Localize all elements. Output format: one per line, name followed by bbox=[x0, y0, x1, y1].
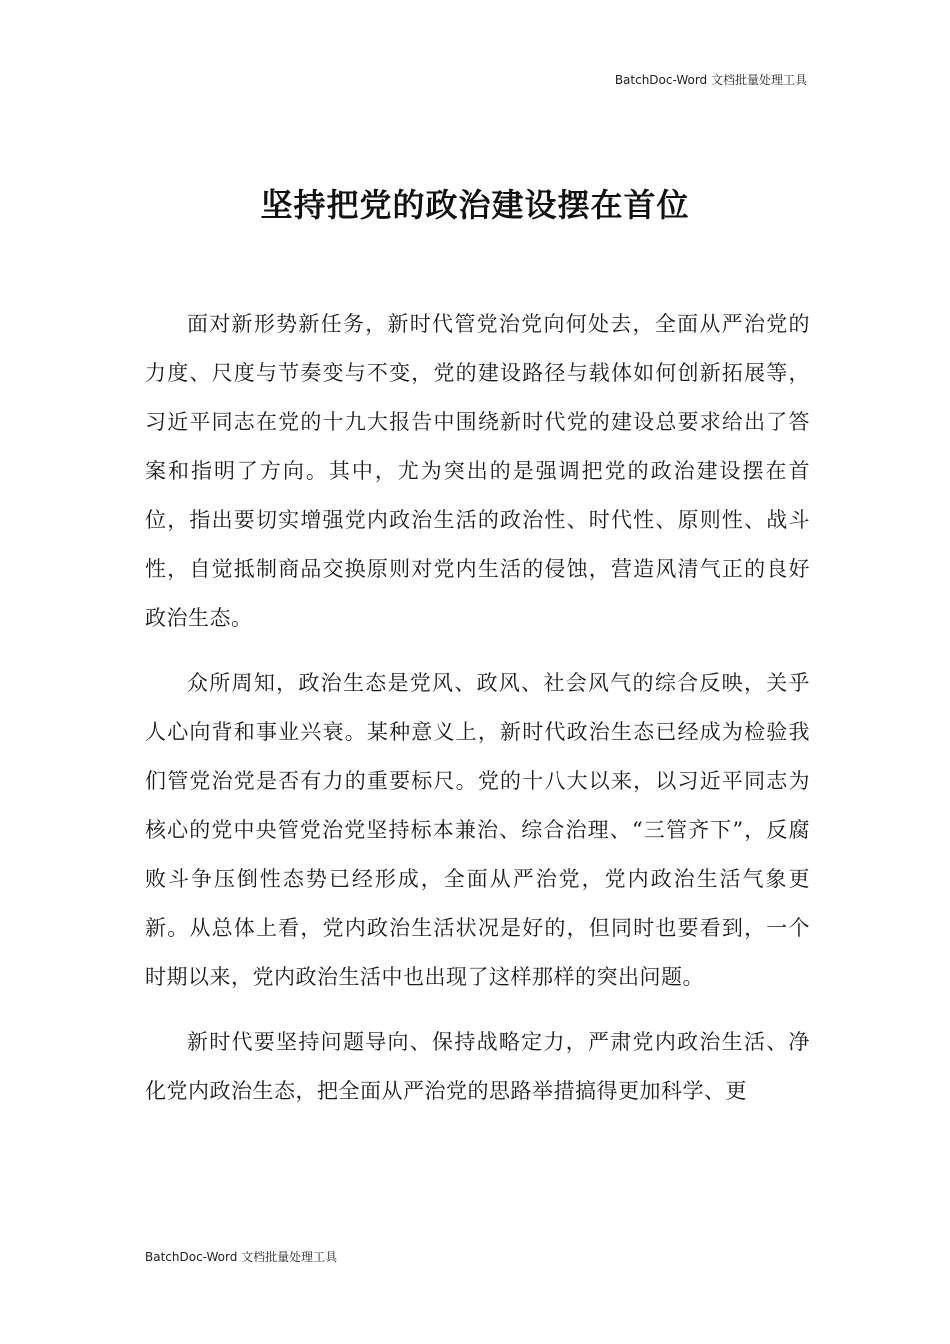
page-header: BatchDoc-Word 文档批量处理工具 bbox=[614, 73, 807, 87]
paragraph-3: 新时代要坚持问题导向、保持战略定力，严肃党内政治生活、净化党内政治生态，把全面从严治党的思路举措搞得更加科学、更 bbox=[145, 1030, 810, 1103]
document-title: 坚持把党的政治建设摆在首位 bbox=[260, 186, 690, 224]
paragraph-2: 众所周知，政治生态是党风、政风、社会风气的综合反映，关乎人心向背和事业兴衰。某种意义上，新时代政治生态已经成为检验我们管党治党是否有力的重要标尺。党的十八大以来，以习近平同志为核心的党中央管党治党坚持标本兼治、综合治理、“三管齐下”，反腐败斗争压倒性态势已经形成，全面从严治党，党内政治生活气象更新。从总体上看，党内政治生活状况是好的，但同时也要看到，一个时期以来，党内政治生活中也出现了这样那样的突出问题。 bbox=[145, 671, 810, 989]
paragraph-1: 面对新形势新任务，新时代管党治党向何处去，全面从严治党的力度、尺度与节奏变与不变，党的建设路径与载体如何创新拓展等，习近平同志在党的十九大报告中围绕新时代党的建设总要求给出了答案和指明了方向。其中，尤为突出的是强调把党的政治建设摆在首位，指出要切实增强党内政治生活的政治性、时代性、原则性、战斗性，自觉抵制商品交换原则对党内生活的侵蚀，营造风清气正的良好政治生态。 bbox=[145, 312, 810, 630]
document-body bbox=[145, 300, 810, 1132]
page-footer: BatchDoc-Word 文档批量处理工具 bbox=[145, 1250, 338, 1264]
